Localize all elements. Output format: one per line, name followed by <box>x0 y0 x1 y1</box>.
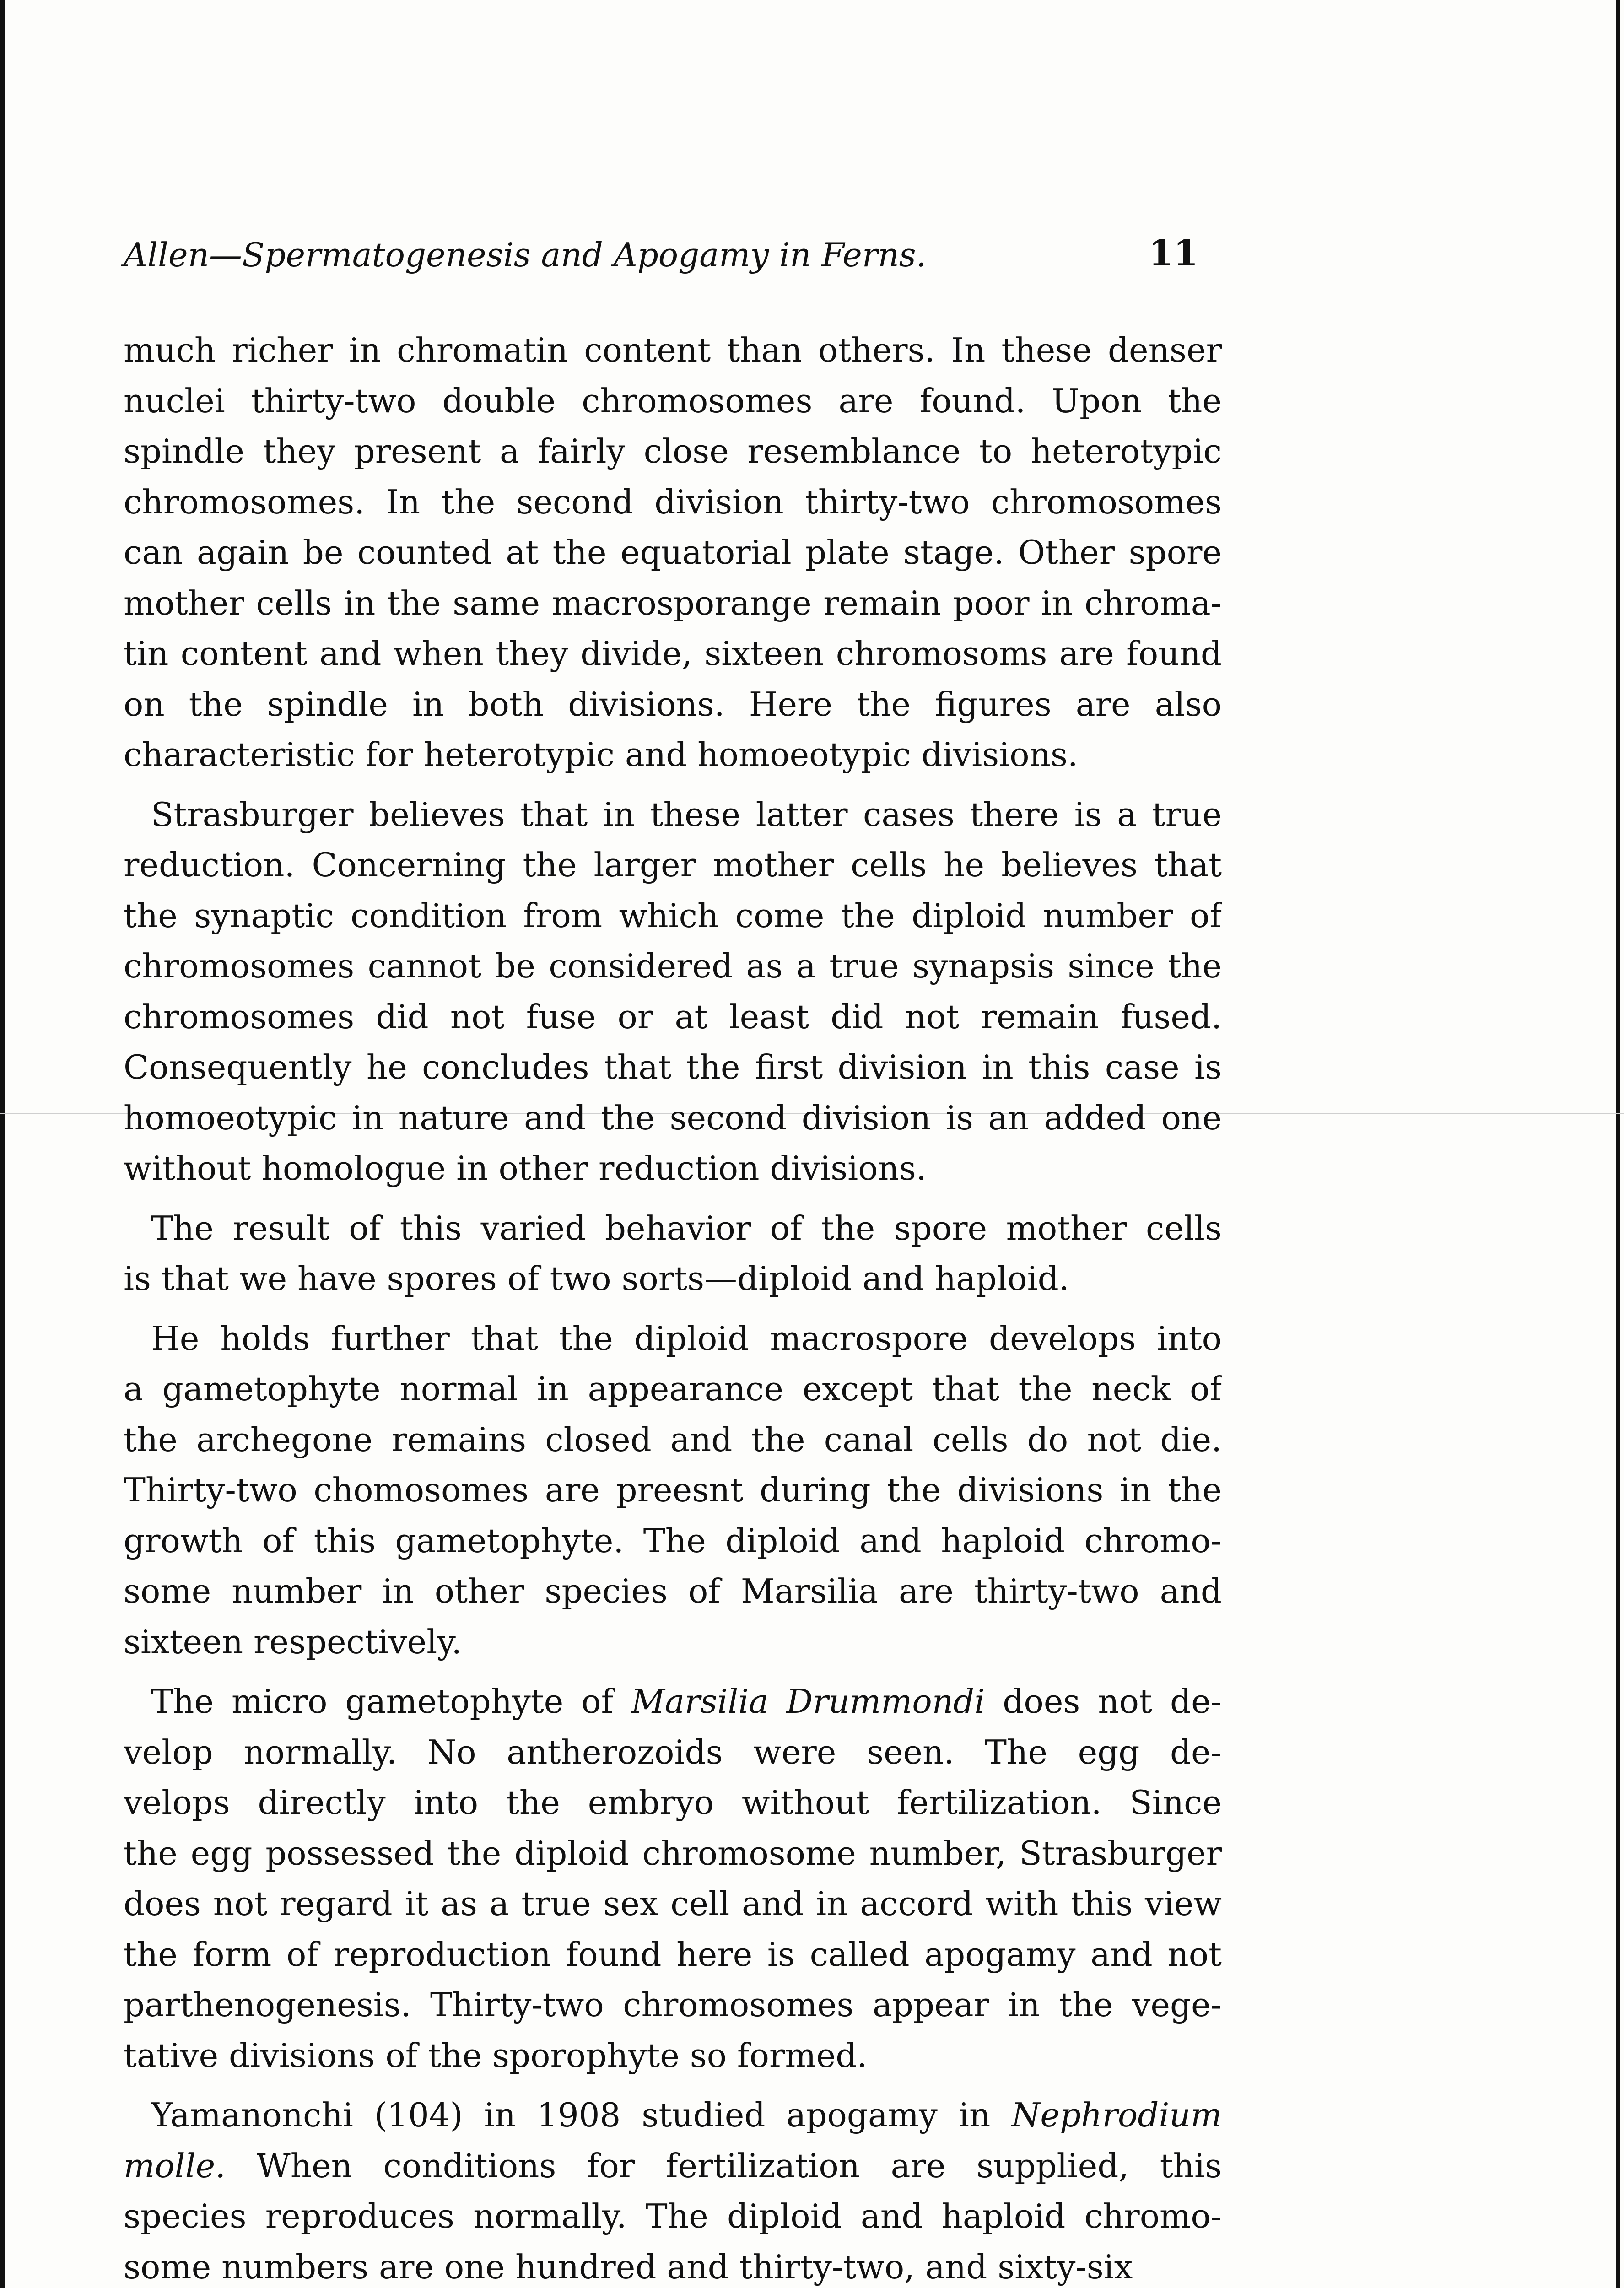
text-run: the form of reproduction found here is called apogamy and not <box>124 1935 1222 1974</box>
text-line <box>124 1878 1222 1929</box>
text-line <box>124 2191 1222 2242</box>
text-line: nuclei thirty-two double chromosomes are found. Upon the <box>124 381 1222 420</box>
text-line <box>124 1828 1222 1879</box>
paragraph <box>124 325 1222 780</box>
paragraph <box>124 1313 1222 1667</box>
text-line: chromosomes. In the second division thirty-two chromosomes <box>124 482 1222 521</box>
text-line: spindle they present a fairly close resemblance to heterotypic <box>124 432 1222 470</box>
text-run: Yamanonchi (104) in 1908 studied apogamy in <box>151 2096 1012 2134</box>
paragraph <box>124 789 1222 1194</box>
body-text <box>124 325 1222 2288</box>
text-line: Thirty-two chomosomes are preesnt during the divisions in the <box>124 1471 1222 1509</box>
text-line <box>124 1980 1222 2030</box>
text-line: The result of this varied behavior of the spore mother cells <box>151 1209 1222 1247</box>
text-line: growth of this gametophyte. The diploid and haploid chromo- <box>124 1521 1222 1560</box>
text-line <box>124 1676 1222 1727</box>
text-line: a gametophyte normal in appearance except that the neck of <box>124 1370 1222 1408</box>
running-head: Allen—Spermatogenesis and Apogamy in Ferns. <box>124 236 927 274</box>
text-run: does not de- <box>985 1682 1222 1721</box>
text-line <box>124 1777 1222 1828</box>
text-run: species reproduces normally. The diploid and haploid chromo- <box>124 2197 1222 2235</box>
text-run: The micro gametophyte of <box>151 1682 631 1721</box>
text-line: homoeotypic in nature and the second division is an added one <box>124 1098 1222 1137</box>
text-line: the synaptic condition from which come the diploid number of <box>124 896 1222 935</box>
text-line <box>124 1727 1222 1778</box>
text-line: chromosomes cannot be considered as a true synapsis since the <box>124 947 1222 985</box>
text-run: some numbers are one hundred and thirty-two, and sixty-six <box>124 2247 1133 2286</box>
text-line: much richer in chromatin content than others. In these denser <box>124 331 1222 369</box>
text-run: velops directly into the embryo without fertilization. Since <box>124 1783 1222 1822</box>
text-line <box>124 2030 1222 2081</box>
paragraph <box>124 1676 1222 2081</box>
text-line: some number in other species of Marsilia are thirty-two and <box>124 1572 1222 1610</box>
text-line: the archegone remains closed and the canal cells do not die. <box>124 1420 1222 1459</box>
text-line: reduction. Concerning the larger mother cells he believes that <box>124 846 1222 884</box>
text-run: tative divisions of the sporophyte so formed. <box>124 2036 868 2075</box>
text-run: does not regard it as a true sex cell and in accord with this view <box>124 1884 1222 1923</box>
text-line: tin content and when they divide, sixteen chromosoms are found <box>124 634 1222 673</box>
italic-term: Nephrodium <box>1011 2096 1222 2134</box>
text-line: chromosomes did not fuse or at least did not remain fused. <box>124 997 1222 1036</box>
text-line <box>124 2090 1222 2141</box>
text-line <box>124 2242 1222 2288</box>
paragraph <box>124 2090 1222 2288</box>
text-line: sixteen respectively. <box>124 1622 462 1661</box>
text-line <box>124 1929 1222 1980</box>
scan-edge-left <box>0 0 5 2288</box>
text-line: can again be counted at the equatorial plate stage. Other spore <box>124 533 1222 572</box>
paragraph <box>124 1203 1222 1304</box>
text-line: characteristic for heterotypic and homoeotypic divisions. <box>124 735 1078 774</box>
scan-edge-right <box>1616 0 1620 2288</box>
text-line: without homologue in other reduction divisions. <box>124 1149 927 1187</box>
text-run: velop normally. No antherozoids were seen. The egg de- <box>124 1732 1222 1771</box>
italic-term: molle. <box>124 2146 226 2185</box>
text-line: is that we have spores of two sorts—diploid and haploid. <box>124 1259 1069 1298</box>
text-run: parthenogenesis. Thirty-two chromosomes appear in the vege- <box>124 1986 1222 2024</box>
text-line: He holds further that the diploid macrospore develops into <box>151 1319 1222 1358</box>
text-line: on the spindle in both divisions. Here the figures are also <box>124 685 1222 723</box>
italic-term: Marsilia Drummondi <box>631 1682 985 1721</box>
text-line: Strasburger believes that in these latter cases there is a true <box>151 795 1222 834</box>
text-line <box>124 2141 1222 2191</box>
text-line: Consequently he concludes that the first division in this case is <box>124 1048 1222 1086</box>
text-run: the egg possessed the diploid chromosome number, Strasburger <box>124 1834 1222 1872</box>
text-run: When conditions for fertilization are supplied, this <box>226 2146 1222 2185</box>
text-line: mother cells in the same macrosporange remain poor in chroma- <box>124 583 1222 622</box>
page-number: 11 <box>1149 232 1198 274</box>
